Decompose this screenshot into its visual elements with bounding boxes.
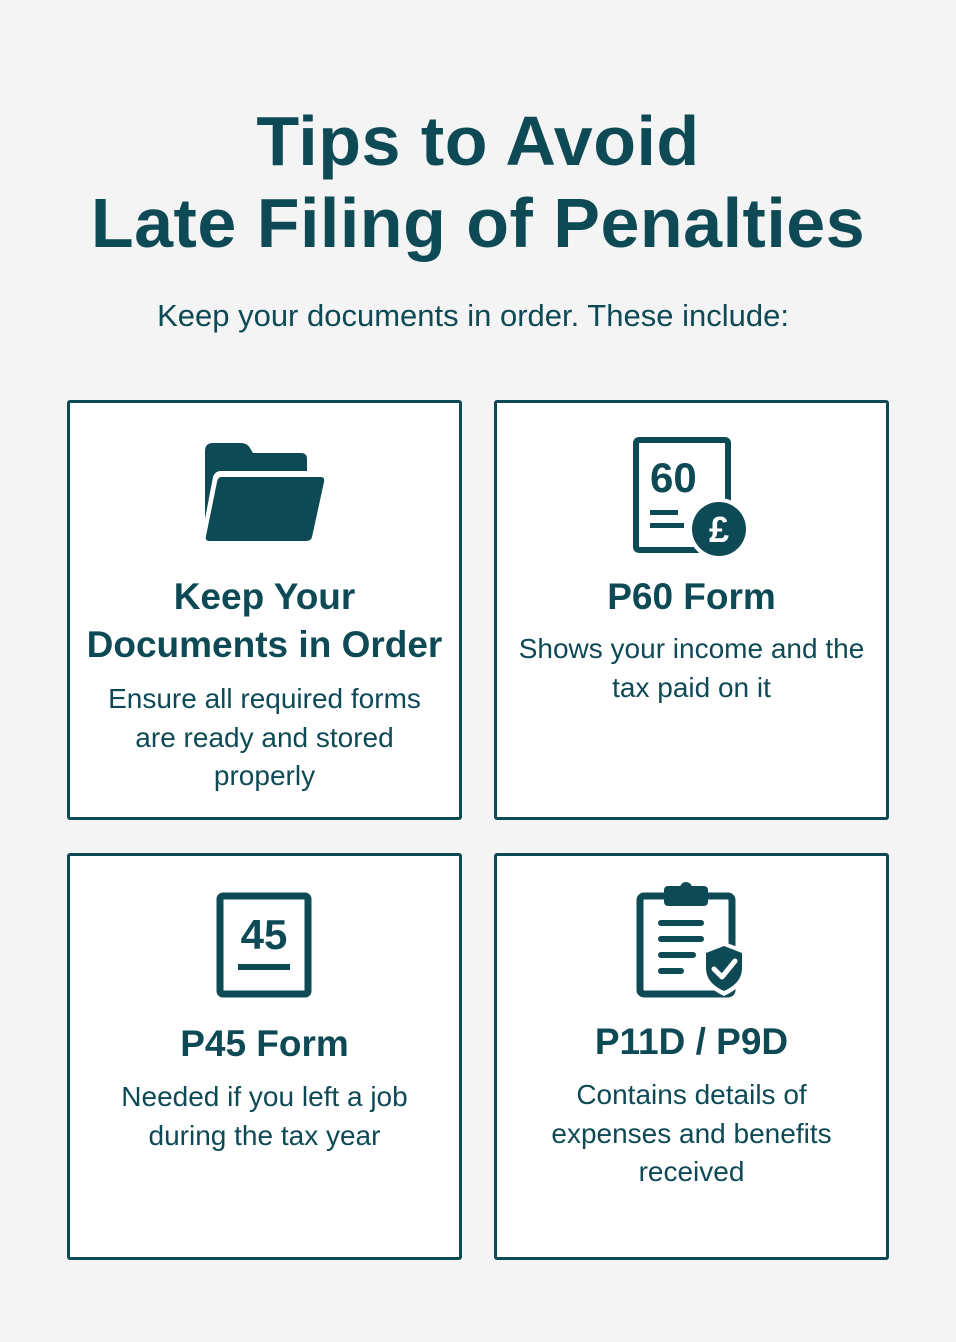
- page-title: [0, 100, 956, 264]
- card-title: P11D / P9D: [594, 1021, 789, 1062]
- card-title: Keep Your Documents in Order: [86, 576, 443, 665]
- page-subtitle: Keep your documents in order. These include:: [157, 298, 789, 333]
- card-description: Contains details of expenses and benefits received: [551, 1079, 832, 1187]
- p60-document-pound-icon: [632, 436, 752, 565]
- card-p60-form: [494, 400, 889, 820]
- pound-symbol: £: [708, 509, 729, 550]
- p45-form-icon: [216, 892, 314, 1003]
- card-title: P45 Form: [180, 1023, 349, 1064]
- card-keep-documents: [67, 400, 462, 820]
- page-title-line-1: Tips to Avoid: [256, 102, 700, 180]
- card-description: Ensure all required forms are ready and stored properly: [108, 683, 421, 791]
- page-title-line-2: Late Filing of Penalties: [90, 184, 866, 262]
- card-p11d-p9d: [494, 853, 889, 1260]
- p45-icon-number: 45: [240, 911, 287, 958]
- folder-icon: [203, 441, 327, 550]
- p60-icon-number: 60: [649, 454, 697, 501]
- card-title: P60 Form: [607, 576, 776, 617]
- card-description: Shows your income and the tax paid on it: [518, 633, 865, 703]
- card-description: Needed if you left a job during the tax year: [121, 1081, 408, 1151]
- clipboard-shield-check-icon: [634, 880, 750, 1005]
- card-p45-form: [67, 853, 462, 1260]
